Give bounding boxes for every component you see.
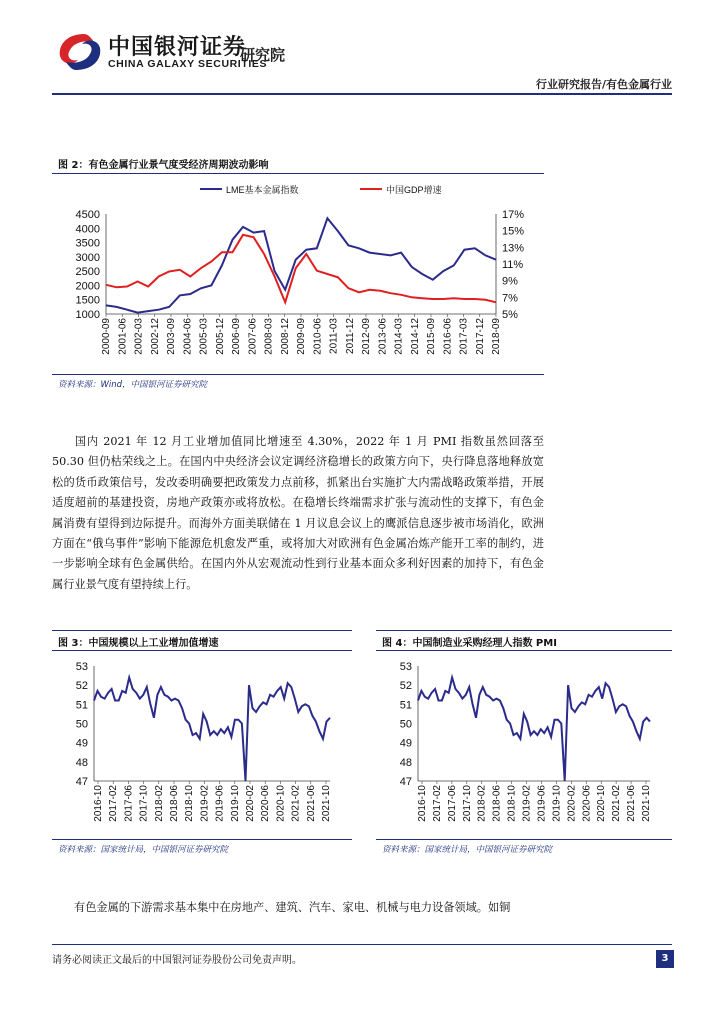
x-tick-label: 2021-10	[321, 785, 332, 822]
figure2-chart	[52, 176, 544, 372]
figure4-chart	[376, 652, 672, 838]
x-tick-label: 2017-10	[461, 785, 473, 822]
figure3-title-rule	[52, 650, 352, 651]
x-tick-label: 2020-06	[581, 785, 593, 822]
x-tick-label: 2019-06	[536, 785, 548, 822]
x-tick-label: 2011-12	[344, 318, 356, 354]
page-number: 3	[656, 950, 674, 968]
x-tick-label: 2019-10	[229, 785, 241, 822]
x-tick-label: 2019-10	[551, 785, 563, 822]
x-tick-label: 2021-02	[611, 785, 623, 822]
y-tick-label: 50	[399, 718, 412, 731]
x-tick-label: 2016-10	[417, 785, 428, 822]
header-rule	[52, 93, 672, 95]
figure3-source: 资料来源：国家统计局，中国银河证券研究院	[58, 845, 229, 855]
galaxy-logo-icon	[54, 30, 106, 74]
figure2-top-rule	[52, 173, 544, 174]
left-tick-label: 4500	[75, 209, 100, 221]
x-tick-label: 2017-12	[474, 318, 486, 355]
x-tick-label: 2020-06	[260, 785, 272, 822]
left-tick-label: 2500	[75, 266, 100, 279]
x-tick-label: 2012-09	[361, 318, 372, 355]
figure4-title: 图 4：中国制造业采购经理人指数 PMI	[382, 638, 557, 649]
left-tick-label: 1000	[75, 309, 100, 321]
right-tick-label: 5%	[502, 309, 518, 321]
figure4-title-rule	[376, 650, 672, 651]
y-tick-label: 47	[75, 776, 88, 788]
left-tick-label: 2000	[75, 280, 100, 293]
figure2-source: 资料来源：Wind，中国银河证券研究院	[58, 380, 208, 390]
x-tick-label: 2008-03	[263, 318, 275, 355]
figure3-top-rule	[52, 630, 352, 631]
right-tick-label: 13%	[502, 242, 525, 255]
x-tick-label: 2018-02	[476, 785, 488, 822]
x-tick-label: 2018-02	[153, 785, 165, 822]
left-tick-label: 3000	[75, 251, 100, 264]
x-tick-label: 2018-10	[506, 785, 518, 822]
left-tick-label: 4000	[75, 223, 100, 236]
x-tick-label: 2002-12	[149, 318, 161, 355]
x-tick-label: 2021-06	[626, 785, 638, 822]
figure2-title: 图 2：有色金属行业景气度受经济周期波动影响	[58, 160, 269, 171]
report-type: 行业研究报告/有色金属行业	[535, 78, 672, 91]
figure3-chart	[52, 652, 352, 838]
x-tick-label: 2018-09	[491, 318, 502, 355]
x-tick-label: 2006-09	[231, 318, 242, 355]
left-tick-label: 3500	[75, 237, 100, 250]
right-tick-label: 11%	[502, 259, 524, 271]
y-tick-label: 53	[75, 661, 88, 673]
x-tick-label: 2009-09	[296, 318, 307, 355]
y-tick-label: 52	[75, 680, 88, 693]
x-tick-label: 2005-03	[198, 318, 210, 355]
x-tick-label: 2019-02	[199, 785, 211, 822]
x-tick-label: 2017-06	[446, 785, 458, 822]
x-tick-label: 2003-09	[166, 318, 177, 355]
y-tick-label: 49	[399, 737, 412, 750]
brand-name-cn: 中国银河证券	[108, 35, 247, 60]
body-paragraph-1: 国内 2021 年 12 月工业增加值同比增速至 4.30%，2022 年 1 月 PMI 指数虽然回落至 50.30 但仍枯荣线之上。在国内中央经济会议定调经济稳增长的政策方向下，央行降息落地释放宽松的货币政策信号，发改委明确要把政策发力点前移，抓紧出台实施扩大内需战略政策举措，开展适度超前的基建投资，房地产政策亦或将放松。在稳增长终端需求扩张与流动性的支撑下，有色金属消费有望得到边际提升。而海外方面美联储在 1 月议息会议上的鹰派信息逐步被市场消化，欧洲方面在“俄乌事件”影响下能源危机愈发严重，或将加大对欧洲有色金属冶炼产能开工率的制约，进一步影响全球有色金属供给。在国内外从宏观流动性到行业基本面众多利好因素的加持下，有色金属行业景气度有望持续上行。	[52, 435, 544, 591]
x-tick-label: 2008-12	[279, 318, 291, 355]
y-tick-label: 52	[399, 680, 412, 693]
x-tick-label: 2019-02	[521, 785, 533, 822]
x-tick-label: 2004-06	[182, 318, 194, 355]
right-tick-label: 9%	[502, 275, 518, 288]
footer-rule	[52, 944, 672, 945]
brand-name-en: CHINA GALAXY SECURITIES	[108, 58, 268, 70]
series-line	[418, 678, 650, 782]
y-tick-label: 48	[75, 756, 88, 769]
footer-disclaimer: 请务必阅读正文最后的中国银河证券股份公司免责声明。	[52, 955, 302, 966]
x-tick-label: 2011-03	[328, 318, 340, 354]
x-tick-label: 2021-10	[641, 785, 652, 822]
x-tick-label: 2017-06	[123, 785, 135, 822]
y-tick-label: 50	[75, 718, 88, 731]
x-tick-label: 2017-10	[138, 785, 150, 822]
figure4-bottom-rule	[376, 839, 672, 840]
y-tick-label: 48	[399, 756, 412, 769]
x-tick-label: 2017-02	[431, 785, 443, 822]
y-tick-label: 47	[399, 776, 412, 788]
x-tick-label: 2018-06	[169, 785, 180, 822]
institute-label: 研究院	[240, 46, 286, 64]
x-tick-label: 2019-06	[214, 785, 226, 822]
x-tick-label: 2010-06	[312, 318, 324, 355]
y-tick-label: 49	[75, 737, 88, 750]
series-line-2	[106, 235, 496, 302]
figure4-source: 资料来源：国家统计局，中国银河证券研究院	[382, 845, 553, 855]
legend-label-1: LME基本金属指数	[226, 185, 299, 195]
figure3-bottom-rule	[52, 839, 352, 840]
x-tick-label: 2007-06	[247, 318, 259, 355]
body-paragraph-2: 有色金属的下游需求基本集中在房地产、建筑、汽车、家电、机械与电力设备领域。如铜	[74, 901, 511, 914]
x-tick-label: 2005-12	[214, 318, 226, 355]
x-tick-label: 2016-10	[93, 785, 104, 822]
x-tick-label: 2017-02	[108, 785, 120, 822]
figure4-top-rule	[376, 630, 672, 631]
x-tick-label: 2000-09	[101, 318, 112, 355]
series-line	[94, 678, 330, 782]
x-tick-label: 2014-03	[393, 318, 405, 355]
x-tick-label: 2016-06	[442, 318, 454, 355]
x-tick-label: 2018-10	[184, 785, 196, 822]
x-tick-label: 2020-02	[566, 785, 578, 822]
x-tick-label: 2017-03	[458, 318, 470, 355]
x-tick-label: 2013-06	[377, 318, 389, 355]
x-tick-label: 2015-09	[426, 318, 437, 355]
figure2-bottom-rule	[52, 374, 544, 375]
x-tick-label: 2021-06	[305, 785, 317, 822]
legend-label-2: 中国GDP增速	[386, 185, 442, 195]
x-tick-label: 2021-02	[290, 785, 302, 822]
x-tick-label: 2020-10	[596, 785, 608, 822]
x-tick-label: 2001-06	[117, 318, 129, 355]
right-tick-label: 15%	[502, 225, 525, 238]
x-tick-label: 2018-06	[491, 785, 503, 822]
right-tick-label: 17%	[502, 209, 525, 221]
left-tick-label: 1500	[75, 294, 100, 307]
x-tick-label: 2020-02	[245, 785, 256, 822]
x-tick-label: 2014-12	[409, 318, 421, 355]
right-tick-label: 7%	[502, 292, 518, 305]
y-tick-label: 53	[399, 661, 412, 673]
y-tick-label: 51	[399, 699, 412, 712]
figure3-title: 图 3：中国规模以上工业增加值增速	[58, 638, 219, 649]
x-tick-label: 2020-10	[275, 785, 287, 822]
x-tick-label: 2002-03	[133, 318, 145, 355]
y-tick-label: 51	[75, 699, 88, 712]
